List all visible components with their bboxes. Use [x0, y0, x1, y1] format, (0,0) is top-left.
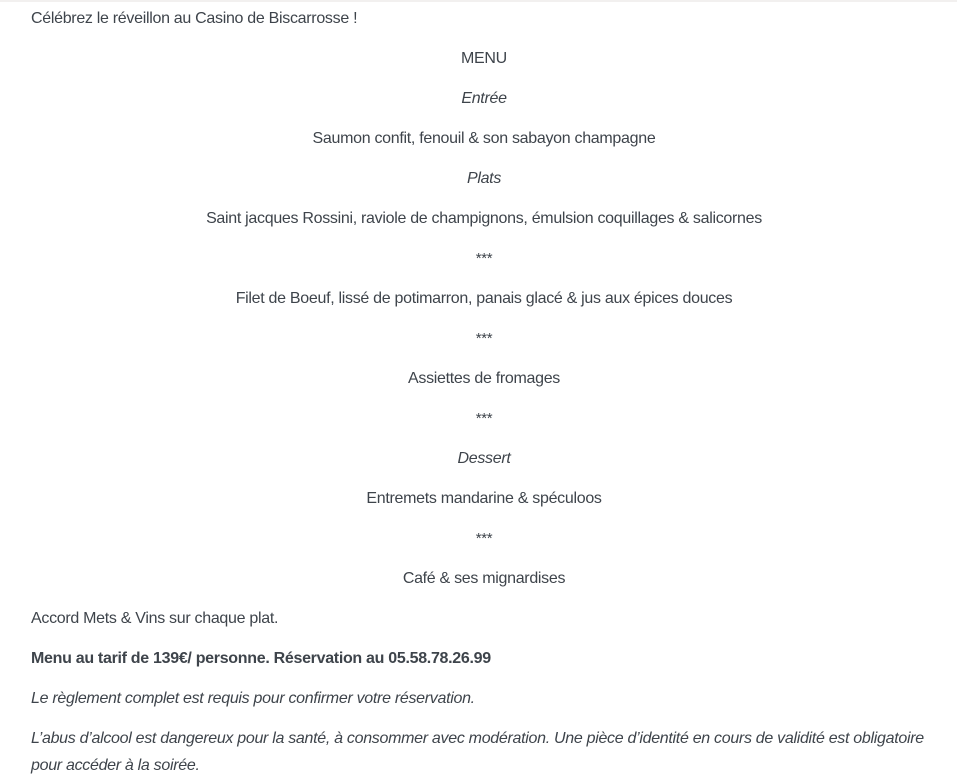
dish-cheese: Assiettes de fromages [408, 370, 560, 387]
dish-plat-1: Saint jacques Rossini, raviole de champignons, émulsion coquillages & salicornes [206, 210, 762, 227]
pairing-note: Accord Mets & Vins sur chaque plat. [31, 610, 279, 627]
menu-title: MENU [461, 50, 507, 67]
menu-separator: *** [475, 410, 493, 427]
dish-entree: Saumon confit, fenouil & son sabayon champagne [312, 130, 656, 147]
intro-text: Célébrez le réveillon au Casino de Biscarrosse ! [31, 10, 358, 27]
dish-plat-2: Filet de Boeuf, lissé de potimarron, panais glacé & jus aux épices douces [235, 290, 733, 307]
payment-note: Le règlement complet est requis pour confirmer votre réservation. [31, 690, 475, 707]
menu-page [0, 5, 957, 779]
dish-coffee: Café & ses mignardises [402, 570, 566, 587]
course-heading-plats: Plats [466, 170, 502, 187]
course-heading-dessert: Dessert [457, 450, 511, 467]
menu-separator: *** [475, 530, 493, 547]
menu-separator: *** [475, 330, 493, 347]
dish-dessert: Entremets mandarine & spéculoos [366, 490, 602, 507]
legal-note: L’abus d’alcool est dangereux pour la santé, à consommer avec modération. Une pièce d’identité en cours de validité est obligatoire pour accéder à la soirée. [31, 730, 924, 774]
menu-separator: *** [475, 250, 493, 267]
course-heading-entree: Entrée [461, 90, 507, 107]
price-reservation-note: Menu au tarif de 139€/ personne. Réservation au 05.58.78.26.99 [31, 650, 491, 667]
top-divider [0, 0, 957, 2]
